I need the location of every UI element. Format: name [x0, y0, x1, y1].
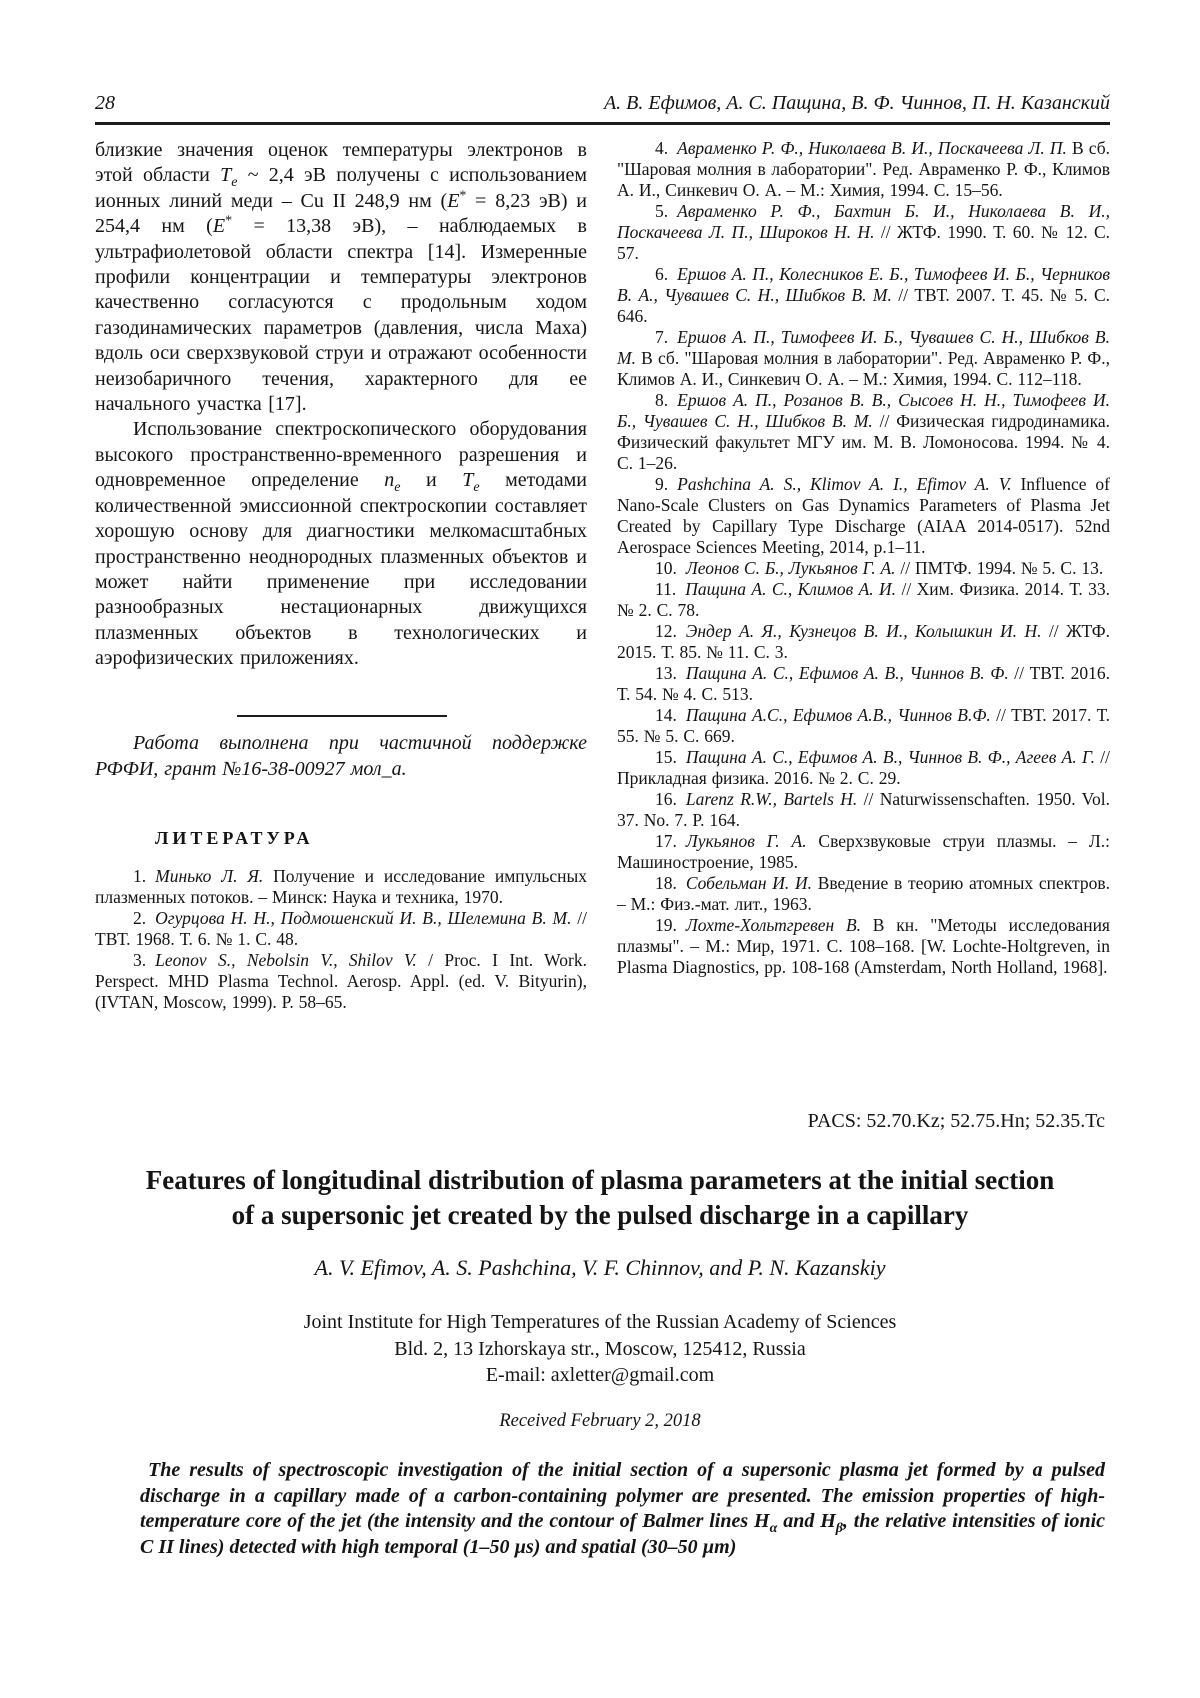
reference-item: 2. Огурцова Н. Н., Подмошенский И. В., Шелемина В. М. // ТВТ. 1968. Т. 6. № 1. С. 48. [95, 908, 587, 949]
left-column [95, 138, 587, 1050]
affiliation-block [80, 1309, 1120, 1389]
reference-item: 7. Ершов А. П., Тимофеев И. Б., Чувашев С. Н., Шибков В. М. В сб. "Шаровая молния в лаборатории". Ред. Авраменко Р. Ф., Климов А. И., Синкевич О. А. – М.: Химия, 1994. С. 112–118. [617, 327, 1110, 389]
affiliation-email: E-mail: axletter@gmail.com [485, 1364, 715, 1386]
reference-item: 13. Пащина А. С., Ефимов А. В., Чиннов В. Ф. // ТВТ. 2016. Т. 54. № 4. С. 513. [617, 663, 1110, 704]
reference-item: 5. Авраменко Р. Ф., Бахтин Б. И., Николаева В. И., Поскачеева Л. П., Широков Н. Н. // ЖТФ. 1990. Т. 60. № 12. С. 57. [617, 201, 1111, 263]
article-title-line2: of a supersonic jet created by the pulsed discharge in a capillary [231, 1200, 969, 1230]
page-header [95, 92, 1110, 115]
reference-item: 10. Леонов С. Б., Лукьянов Г. А. // ПМТФ. 1994. № 5. С. 13. [655, 558, 1104, 578]
reference-number: 2. [133, 908, 147, 928]
reference-item: 15. Пащина А. С., Ефимов А. В., Чиннов В. Ф., Агеев А. Г. // Прикладная физика. 2016. № 2. С. 29. [617, 747, 1110, 788]
affiliation-address: Bld. 2, 13 Izhorskaya str., Moscow, 125412, Russia [394, 1337, 806, 1360]
literature-heading: ЛИТЕРАТУРА [155, 828, 314, 848]
reference-number: 19. [655, 915, 677, 935]
article-title [80, 1163, 1120, 1233]
affiliation-institute: Joint Institute for High Temperatures of the Russian Academy of Sciences [303, 1311, 897, 1333]
reference-item: 18. Собельман И. И. Введение в теорию атомных спектров. – М.: Физ.-мат. лит., 1963. [617, 873, 1110, 914]
reference-number: 14. [655, 705, 677, 725]
reference-number: 9. [655, 474, 669, 494]
acknowledgment-note: Работа выполнена при частичной поддержке РФФИ, грант №16-38-00927 мол_а. [95, 732, 587, 780]
reference-number: 16. [655, 789, 677, 809]
article-title-line1: Features of longitudinal distribution of plasma parameters at the initial section [145, 1165, 1055, 1195]
reference-number: 4. [655, 138, 669, 158]
pacs-codes: PACS: 52.70.Kz; 52.75.Hn; 52.35.Tc [807, 1110, 1105, 1132]
reference-number: 15. [655, 747, 677, 767]
running-authors: А. В. Ефимов, А. С. Пащина, В. Ф. Чиннов, П. Н. Казанский [603, 92, 1110, 114]
header-rule [95, 122, 1110, 125]
reference-number: 12. [655, 621, 677, 641]
footnote-separator [237, 715, 447, 717]
reference-item: 16. Larenz R.W., Bartels H. // Naturwissenschaften. 1950. Vol. 37. No. 7. P. 164. [617, 789, 1110, 830]
reference-item: 19. Лохте-Хольтгревен В. В кн. "Методы исследования плазмы". – М.: Мир, 1971. С. 108–168. [W. Lochte-Holtgreven, in Plasma Diagnostics, pp. 108-168 (Amsterdam, North Holland, 1968]. [617, 915, 1110, 977]
reference-number: 17. [655, 831, 677, 851]
reference-item: 17. Лукьянов Г. А. Сверхзвуковые струи плазмы. – Л.: Машиностроение, 1985. [617, 831, 1110, 872]
reference-item: 8. Ершов А. П., Розанов В. В., Сысоев Н. Н., Тимофеев И. Б., Чувашев С. Н., Шибков В. М. // Физическая гидродинамика. Физический факультет МГУ им. М. В. Ломоносова. 1994. № 4. С. 1–26. [617, 390, 1110, 473]
reference-item: 9. Pashchina A. S., Klimov A. I., Efimov A. V. Influence of Nano-Scale Clusters on Gas Dynamics Parameters of Plasma Jet Created by Capillary Type Discharge (AIAA 2014-0517). 52nd Aerospace Sciences Meeting, 2014, p.1–11. [617, 474, 1110, 557]
article-authors: A. V. Efimov, A. S. Pashchina, V. F. Chinnov, and P. N. Kazanskiy [314, 1255, 886, 1280]
reference-item: 12. Эндер А. Я., Кузнецов В. И., Колышкин И. Н. // ЖТФ. 2015. Т. 85. № 11. С. 3. [617, 621, 1110, 662]
reference-number: 11. [655, 579, 677, 599]
reference-list [617, 138, 1110, 978]
reference-item: 1. Минько Л. Я. Получение и исследование импульсных плазменных потоков. – Минск: Наука и техника, 1970. [95, 866, 587, 907]
reference-number: 6. [655, 264, 669, 284]
right-column [617, 138, 1110, 978]
reference-number: 10. [655, 558, 677, 578]
reference-item: 6. Ершов А. П., Колесников Е. Б., Тимофеев И. Б., Черников В. А., Чувашев С. Н., Шибков В. М. // ТВТ. 2007. Т. 45. № 5. С. 646. [617, 264, 1110, 326]
body-paragraph: Использование спектроскопического оборудования высокого пространственно-временного разрешения и одновременное определение $n_e$ и $T_e$ методами количественной эмиссионной спектроскопии составляет хорошую основу для диагностики мелкомасштабных пространственно неоднородных плазменных объектов и может найти применение при исследовании разнообразных нестационарных движущихся плазменных объектов в технологических и аэрофизических приложениях. [95, 418, 587, 670]
reference-item: 3. Leonov S., Nebolsin V., Shilov V. / Proc. I Int. Work. Perspect. MHD Plasma Technol. Aerosp. Appl. (ed. V. Bityurin), (IVTAN, Moscow, 1999). P. 58–65. [95, 950, 587, 1012]
reference-number: 18. [655, 873, 677, 893]
reference-list [95, 866, 587, 1013]
reference-item: 11. Пащина А. С., Климов А. И. // Хим. Физика. 2014. Т. 33. № 2. С. 78. [617, 579, 1110, 620]
body-paragraph: близкие значения оценок температуры электронов в этой области $T_e$ ~ 2,4 эВ получены с использованием ионных линий меди – Cu II 248,9 нм (E* = 8,23 эВ) и 254,4 нм (E* = 13,38 эВ), – наблюдаемых в ультрафиолетовой области спектра [14]. Измеренные профили концентрации и температуры электронов качественно согласуются с продольным ходом газодинамических параметров (давления, числа Маха) вдоль оси сверхзвуковой струи и отражают особенности неизобаричного течения, характерного для ее начального участка [17]. [95, 139, 587, 416]
reference-item: 4. Авраменко Р. Ф., Николаева В. И., Поскачеева Л. П. В сб. "Шаровая молния в лаборатории". Ред. Авраменко Р. Ф., Климов А. И., Синкевич О. А. – М.: Химия, 1994. С. 15–56. [617, 138, 1110, 200]
reference-number: 1. [133, 866, 147, 886]
reference-number: 13. [655, 663, 677, 683]
reference-number: 8. [655, 390, 669, 410]
reference-number: 7. [655, 327, 669, 347]
received-date: Received February 2, 2018 [499, 1411, 701, 1431]
page-number: 28 [95, 92, 115, 114]
reference-item: 14. Пащина А.С., Ефимов А.В., Чиннов В.Ф. // ТВТ. 2017. Т. 55. № 5. С. 669. [617, 705, 1110, 746]
abstract-text: The results of spectroscopic investigation of the initial section of a supersonic plasma jet formed by a pulsed discharge in a capillary made of a carbon-containing polymer are presented. The emission properties of high-temperature core of the jet (the intensity and the contour of Balmer lines $H_\alpha$ and $H_\beta$, the relative intensities of ionic C II lines) detected with high temporal (1–50 µs) and spatial (30–50 µm) [140, 1459, 1106, 1558]
reference-number: 5. [655, 201, 669, 221]
reference-number: 3. [133, 950, 147, 970]
